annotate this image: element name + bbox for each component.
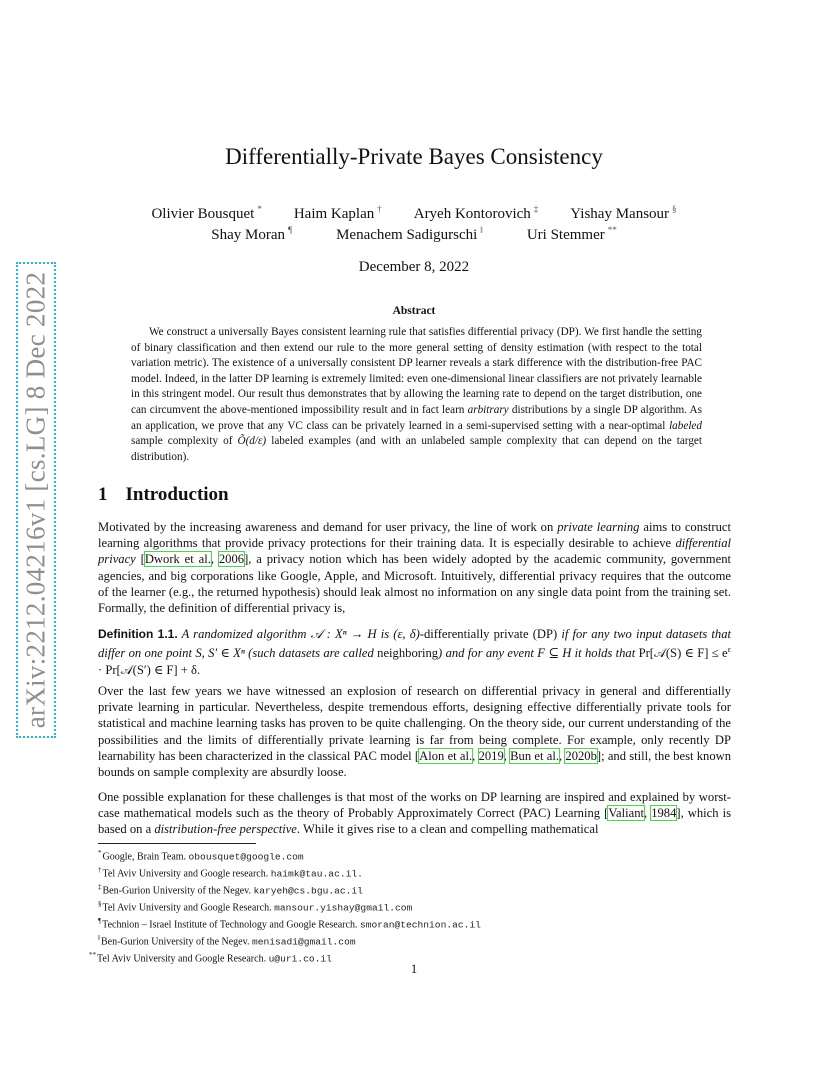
- citation-link[interactable]: Bun et al.: [510, 748, 559, 763]
- email-address[interactable]: smoran@technion.ac.il: [359, 919, 481, 931]
- author: Olivier Bousquet *: [151, 204, 262, 222]
- author-row-first: [98, 199, 730, 220]
- citation-link[interactable]: 2020b: [565, 748, 597, 763]
- citation-link[interactable]: Valiant: [608, 806, 644, 821]
- intro-paragraph-2: Over the last few years we have witnessed an explosion of research on differential privacy in general and differentially private learning in particular. Nevertheless, despite tremendous efforts, designing effective differentially private tools for statistical and machine learning tasks has proven to be quite challenging. On the theory side, our current understanding of the possibilities and the limits of differentially private learning is far from being complete. For example, only recently DP learnability has been characterized in the classical PAC model [Alon et al., 2019, Bun et al., 2020b]; and still, the best known bounds on sample complexity are absurdly loose.: [98, 684, 732, 780]
- arxiv-identifier-text: arXiv:2212.04216v1 [cs.LG] 8 Dec 2022: [20, 271, 51, 729]
- author: Uri Stemmer **: [526, 225, 617, 243]
- abstract-body: We construct a universally Bayes consistent learning rule that satisfies differential privacy (DP). We first handle the setting of binary classification and then extend our rule to the more general setting of density estimation (with respect to the total variation metric). The existence of a universally consistent DP learner reveals a stark difference with the distribution-free PAC model. Indeed, in the latter DP learning is extremely limited: even one-dimensional linear classifiers are not privately learnable in this stringent model. Our result thus demonstrates that by allowing the learning rate to depend on the target distribution, one can circumvent the above-mentioned impossibility result and in fact learn arbitrary distributions by a single DP algorithm. As an application, we prove that any VC class can be privately learned in a semi-supervised setting with a near-optimal labeled sample complexity of Õ(d/ε) labeled examples (and with an unlabeled sample complexity that can depend on the target distribution).: [131, 326, 702, 463]
- author: Yishay Mansour §: [570, 204, 677, 222]
- abstract-heading: Abstract: [392, 305, 436, 317]
- author: Haim Kaplan †: [293, 204, 382, 222]
- intro-paragraph-3: One possible explanation for these challenges is that most of the works on DP learning are inspired and explained by worst-case mathematical models such as the theory of Probably Approximately Correct (PAC) Learning [Valiant, 1984], which is based on a distribution-free perspective. While it gives rise to a clean and compelling mathematical: [98, 790, 731, 837]
- footnote-rule: [98, 843, 256, 844]
- citation-link[interactable]: 2006: [218, 552, 245, 567]
- definition-label: Definition 1.1.: [98, 627, 178, 641]
- footnote: ‡Ben-Gurion University of the Negev. karyeh@cs.bgu.ac.il: [98, 882, 363, 897]
- citation-link[interactable]: Alon et al.: [419, 748, 473, 763]
- email-address[interactable]: menisadi@gmail.com: [251, 935, 356, 947]
- citation-link[interactable]: Dwork et al.: [144, 552, 211, 567]
- footnote: ‖Ben-Gurion University of the Negev. menisadi@gmail.com: [98, 933, 356, 947]
- publication-date: December 8, 2022: [358, 259, 470, 275]
- definition-1-1: Definition 1.1. A randomized algorithm 𝒜 : Xⁿ → H is (ε, δ)-differentially private (DP) if for any two input datasets that differ on one point S, S′ ∈ Xⁿ (such datasets are called neighboring) and for any event F ⊆ H it holds that Pr[𝒜(S) ∈ $F] \le e^\varepsilon$ · Pr[𝒜(S′) ∈ F] + δ.: [98, 627, 731, 677]
- author: Shay Moran ¶: [211, 225, 293, 243]
- footnote: **Tel Aviv University and Google Research. u@uri.co.il: [89, 950, 332, 964]
- footnote: §Tel Aviv University and Google Research. mansour.yishay@gmail.com: [98, 899, 413, 914]
- author: Menachem Sadigurschi ‖: [336, 225, 483, 243]
- email-address[interactable]: u@uri.co.il: [268, 952, 332, 964]
- author-list: [98, 199, 730, 241]
- email-address[interactable]: mansour.yishay@gmail.com: [274, 902, 413, 914]
- page-number: 1: [410, 962, 418, 976]
- email-address[interactable]: haimk@tau.ac.il.: [270, 868, 363, 880]
- footnote: †Tel Aviv University and Google research. haimk@tau.ac.il.: [98, 865, 363, 880]
- paper-title: Differentially-Private Bayes Consistency: [225, 144, 603, 169]
- author: Aryeh Kontorovich ‡: [413, 204, 539, 222]
- section-heading-introduction: 1 Introduction: [98, 484, 229, 505]
- email-address[interactable]: karyeh@cs.bgu.ac.il: [253, 885, 363, 897]
- citation-link[interactable]: 2019: [478, 748, 504, 763]
- footnotes: [89, 847, 738, 965]
- citation-link[interactable]: 1984: [651, 806, 677, 821]
- footnote: *Google, Brain Team. obousquet@google.com: [98, 849, 304, 863]
- footnote: ¶Technion – Israel Institute of Technology and Google Research. smoran@technion.ac.il: [98, 916, 481, 931]
- email-address[interactable]: obousquet@google.com: [188, 851, 304, 863]
- arxiv-identifier-stamp[interactable]: [16, 262, 56, 738]
- intro-paragraph-1: Motivated by the increasing awareness and demand for user privacy, the line of work on private learning aims to construct learning algorithms that provide privacy protections for their training data. It is especially desirable to achieve differential privacy [Dwork et al., 2006], a privacy notion which has been widely adopted by the academic community, government agencies, and big corporations like Google, Apple, and Microsoft. Intuitively, differential privacy requires that the outcome of the learner (e.g., the returned hypothesis) should leak almost no information on any single data point from the training set. Formally, the definition of differential privacy is,: [98, 520, 731, 616]
- author-row-second: [98, 220, 730, 241]
